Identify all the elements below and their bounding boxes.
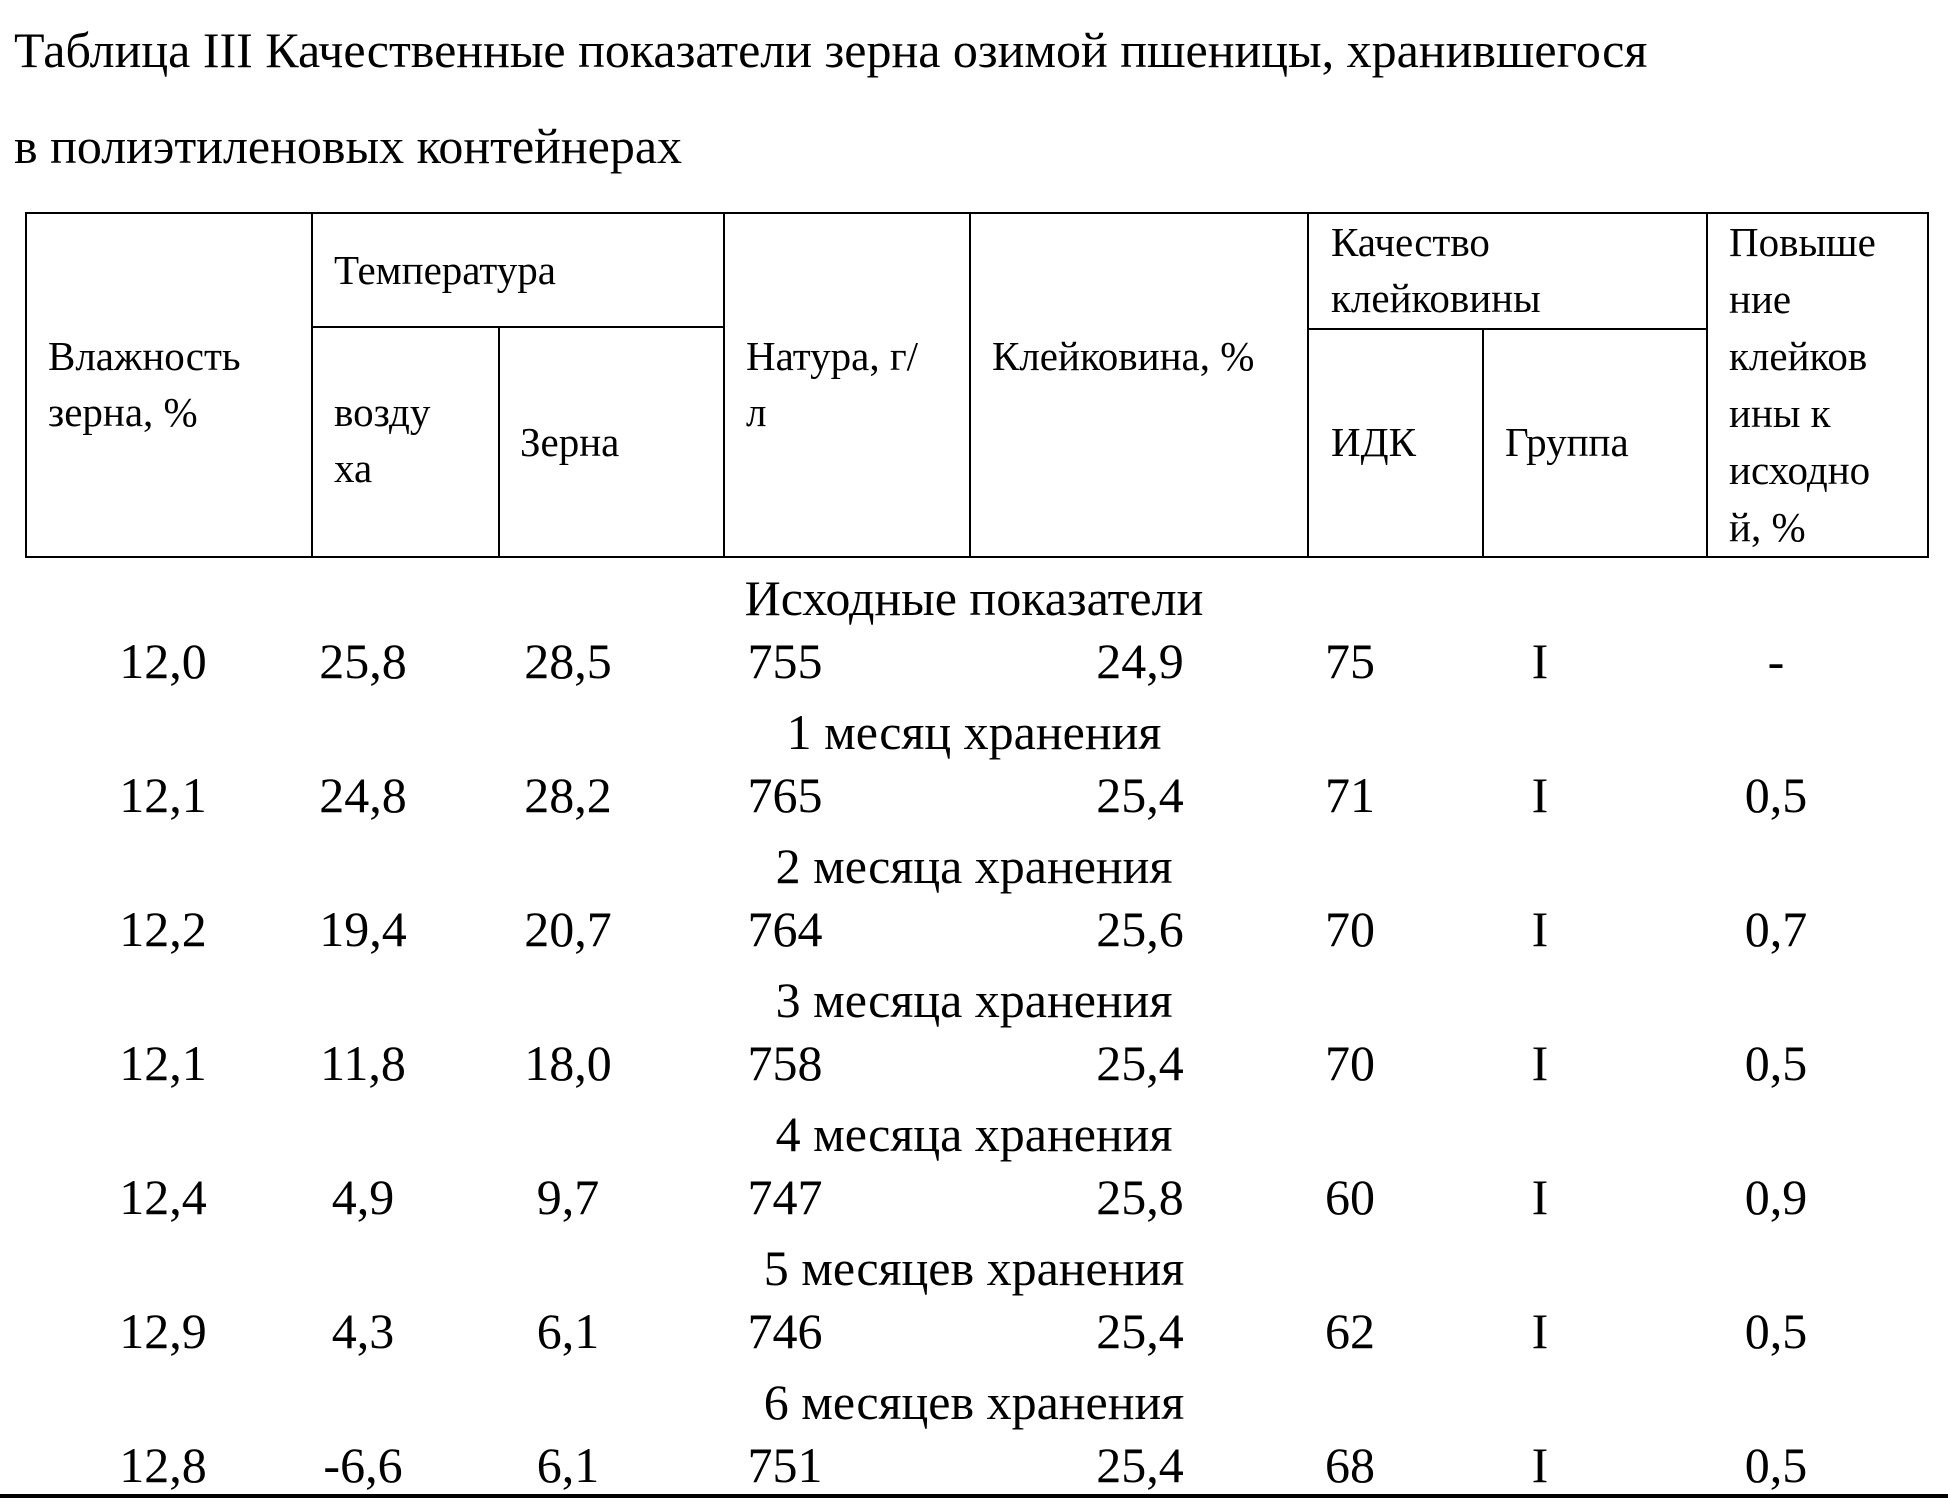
cell-natura: 755 bbox=[747, 633, 823, 689]
cell-idk: 70 bbox=[1325, 1035, 1375, 1091]
header-divider bbox=[311, 326, 723, 328]
cell-increase: 0,7 bbox=[1744, 901, 1808, 957]
cell-moisture: 12,1 bbox=[119, 767, 207, 823]
header-gluten-quality: Качество клейковины bbox=[1331, 219, 1541, 321]
header-air-line-2: ха bbox=[334, 445, 373, 491]
cell-group: I bbox=[1531, 1169, 1549, 1225]
cell-natura: 758 bbox=[747, 1035, 823, 1091]
cell-natura: 765 bbox=[747, 767, 823, 823]
cell-idk: 60 bbox=[1325, 1169, 1375, 1225]
cell-gluten: 25,6 bbox=[1096, 901, 1184, 957]
table-row bbox=[0, 1296, 1948, 1366]
period-label: 6 месяцев хранения bbox=[763, 1374, 1185, 1430]
period-label: 4 месяца хранения bbox=[775, 1106, 1173, 1162]
header-divider bbox=[1706, 212, 1708, 558]
header-air-line-1: возду bbox=[334, 389, 431, 435]
cell-increase: 0,5 bbox=[1744, 767, 1808, 823]
header-idk: ИДК bbox=[1331, 419, 1416, 465]
cell-grain-temp: 6,1 bbox=[536, 1303, 600, 1359]
cell-moisture: 12,9 bbox=[119, 1303, 207, 1359]
header-increase-line-2: ние bbox=[1729, 276, 1792, 322]
header-divider bbox=[723, 212, 725, 558]
cell-moisture: 12,8 bbox=[119, 1437, 207, 1493]
header-increase-line-5: исходно bbox=[1729, 447, 1871, 493]
header-moisture: Влажность зерна, % bbox=[48, 333, 241, 435]
cell-natura: 751 bbox=[747, 1437, 823, 1493]
bottom-rule bbox=[0, 1494, 1948, 1498]
period-label: Исходные показатели bbox=[744, 570, 1204, 626]
cell-grain-temp: 9,7 bbox=[536, 1169, 600, 1225]
table-row bbox=[0, 1162, 1948, 1232]
cell-gluten: 25,4 bbox=[1096, 1035, 1184, 1091]
cell-air-temp: 24,8 bbox=[319, 767, 407, 823]
header-divider bbox=[1482, 330, 1484, 558]
cell-increase: 0,9 bbox=[1744, 1169, 1808, 1225]
cell-increase: 0,5 bbox=[1744, 1035, 1808, 1091]
cell-grain-temp: 28,5 bbox=[524, 633, 612, 689]
cell-gluten: 25,4 bbox=[1096, 767, 1184, 823]
header-natura: Натура, г/л bbox=[746, 333, 919, 435]
cell-grain-temp: 6,1 bbox=[536, 1437, 600, 1493]
cell-idk: 75 bbox=[1325, 633, 1375, 689]
header-increase-line-4: ины к bbox=[1729, 390, 1831, 436]
cell-gluten: 25,4 bbox=[1096, 1303, 1184, 1359]
cell-group: I bbox=[1531, 767, 1549, 823]
period-label: 1 месяц хранения bbox=[786, 704, 1162, 760]
cell-idk: 68 bbox=[1325, 1437, 1375, 1493]
cell-idk: 70 bbox=[1325, 901, 1375, 957]
table-row bbox=[0, 760, 1948, 830]
cell-air-temp: 25,8 bbox=[319, 633, 407, 689]
header-divider bbox=[311, 212, 313, 558]
cell-air-temp: 19,4 bbox=[319, 901, 407, 957]
period-label: 2 месяца хранения bbox=[775, 838, 1173, 894]
cell-moisture: 12,2 bbox=[119, 901, 207, 957]
period-label: 5 месяцев хранения bbox=[763, 1240, 1185, 1296]
table-row bbox=[0, 1430, 1948, 1500]
cell-idk: 71 bbox=[1325, 767, 1375, 823]
cell-grain-temp: 20,7 bbox=[524, 901, 612, 957]
cell-moisture: 12,4 bbox=[119, 1169, 207, 1225]
cell-increase: 0,5 bbox=[1744, 1437, 1808, 1493]
header-air bbox=[334, 384, 430, 496]
header-divider bbox=[969, 212, 971, 558]
period-label: 3 месяца хранения bbox=[775, 972, 1173, 1028]
header-temperature: Температура bbox=[334, 247, 556, 293]
header-increase-line-3: клейков bbox=[1729, 333, 1868, 379]
cell-group: I bbox=[1531, 1035, 1549, 1091]
cell-natura: 746 bbox=[747, 1303, 823, 1359]
cell-group: I bbox=[1531, 633, 1549, 689]
cell-grain-temp: 28,2 bbox=[524, 767, 612, 823]
cell-air-temp: 4,3 bbox=[331, 1303, 395, 1359]
table-row bbox=[0, 626, 1948, 696]
cell-natura: 747 bbox=[747, 1169, 823, 1225]
header-gluten: Клейковина, % bbox=[992, 333, 1255, 379]
cell-gluten: 24,9 bbox=[1096, 633, 1184, 689]
header-increase-line-1: Повыше bbox=[1729, 219, 1876, 265]
cell-idk: 62 bbox=[1325, 1303, 1375, 1359]
header-increase bbox=[1729, 214, 1909, 556]
header-grain: Зерна bbox=[520, 419, 620, 465]
cell-increase: - bbox=[1767, 633, 1785, 689]
header-group: Группа bbox=[1505, 419, 1629, 465]
cell-grain-temp: 18,0 bbox=[524, 1035, 612, 1091]
header-divider bbox=[1307, 328, 1706, 330]
header-divider bbox=[498, 328, 500, 558]
cell-air-temp: 11,8 bbox=[320, 1035, 406, 1091]
table-title-line-2: в полиэтиленовых контейнерах bbox=[14, 118, 683, 174]
cell-moisture: 12,1 bbox=[119, 1035, 207, 1091]
table-row bbox=[0, 1028, 1948, 1098]
table-title-line-1: Таблица III Качественные показатели зерна озимой пшеницы, хранившегося bbox=[14, 22, 1648, 78]
table-row bbox=[0, 894, 1948, 964]
header-increase-line-6: й, % bbox=[1729, 504, 1806, 550]
cell-air-temp: 4,9 bbox=[331, 1169, 395, 1225]
cell-gluten: 25,8 bbox=[1096, 1169, 1184, 1225]
cell-increase: 0,5 bbox=[1744, 1303, 1808, 1359]
cell-moisture: 12,0 bbox=[119, 633, 207, 689]
header-divider bbox=[1307, 212, 1309, 558]
cell-group: I bbox=[1531, 1437, 1549, 1493]
cell-natura: 764 bbox=[747, 901, 823, 957]
cell-gluten: 25,4 bbox=[1096, 1437, 1184, 1493]
cell-group: I bbox=[1531, 1303, 1549, 1359]
cell-air-temp: -6,6 bbox=[323, 1437, 403, 1493]
cell-group: I bbox=[1531, 901, 1549, 957]
